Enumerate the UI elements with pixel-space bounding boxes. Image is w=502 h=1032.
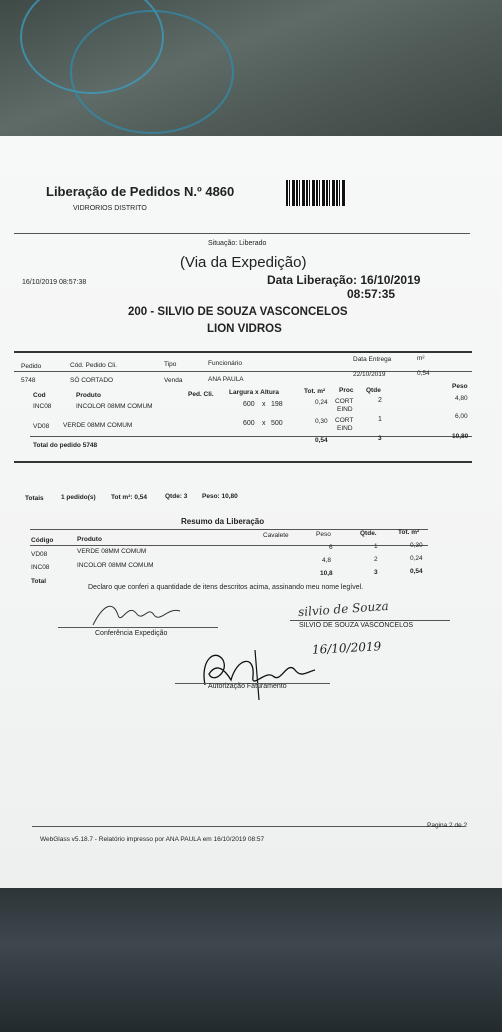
autorizacao-label: Autorização Faturamento	[208, 683, 287, 690]
declaration-text: Declaro que conferi a quantidade de itens descritos acima, assinando meu nome legível.	[88, 584, 364, 591]
summary-title: Resumo da Liberação	[181, 517, 265, 526]
document-page	[0, 136, 502, 888]
item-cod: VD08	[33, 423, 50, 430]
items-col-ped-cli: Ped. Cli.	[188, 391, 214, 398]
order-pedido: 5748	[21, 377, 36, 384]
item-tot-m2: 0,30	[315, 418, 328, 425]
situacao-status: Situação: Liberado	[208, 240, 267, 247]
summary-tot-m2: 0,24	[410, 555, 423, 562]
summary-total-qtde: 3	[374, 569, 378, 576]
autorizacao-signature	[195, 640, 325, 702]
item-produto: INCOLOR 08MM COMUM	[76, 403, 153, 410]
company-name: VIDRORIOS DISTRITO	[73, 205, 147, 212]
summary-produto: VERDE 08MM COMUM	[77, 548, 147, 555]
item-tot-m2: 0,24	[315, 399, 328, 406]
item-peso: 4,80	[455, 395, 468, 402]
print-datetime: 16/10/2019 08:57:38	[22, 279, 87, 286]
summary-total-m2: 0,54	[410, 568, 423, 575]
summary-qtde: 2	[374, 556, 378, 563]
items-col-largura-altura: Largura x Altura	[229, 389, 279, 396]
item-altura: 500	[271, 420, 283, 427]
summary-col-tot-m2: Tot. m²	[398, 529, 420, 536]
data-liberacao-time: 08:57:35	[347, 287, 396, 301]
summary-col-codigo: Código	[31, 537, 54, 544]
order-tipo: Venda	[164, 377, 183, 384]
summary-tot-m2: 0,30	[410, 542, 423, 549]
item-largura: 600	[243, 401, 255, 408]
summary-col-cavalete: Cavalete	[263, 532, 289, 539]
totals-pedidos: 1 pedido(s)	[61, 494, 96, 501]
item-proc: CORT	[335, 398, 354, 405]
client-name: SILVIO DE SOUZA VASCONCELOS	[299, 622, 414, 629]
items-col-proc: Proc	[339, 387, 354, 394]
conferencia-label: Conferência Expedição	[95, 630, 168, 637]
summary-total-label: Total	[31, 578, 47, 585]
col-m2: m²	[417, 355, 425, 362]
signature-line	[58, 627, 218, 628]
order-total-peso: 10,80	[452, 433, 469, 440]
order-total-qtde: 3	[378, 435, 382, 442]
summary-qtde: 1	[374, 543, 378, 550]
signature-line	[290, 620, 450, 621]
summary-col-produto: Produto	[77, 536, 102, 543]
summary-codigo: INC08	[31, 564, 50, 571]
divider	[14, 371, 472, 372]
item-qtde: 2	[378, 397, 382, 404]
order-funcionario: ANA PAULA	[208, 376, 244, 383]
items-col-produto: Produto	[76, 392, 101, 399]
col-pedido: Pedido	[21, 363, 42, 370]
summary-col-qtde: Qtde.	[360, 530, 377, 537]
items-col-tot-m2: Tot. m²	[304, 388, 326, 395]
totals-qtde: Qtde: 3	[165, 493, 188, 500]
item-proc-2: EIND	[337, 406, 353, 413]
divider	[14, 351, 472, 353]
handwritten-date: 16/10/2019	[311, 639, 382, 657]
summary-codigo: VD08	[31, 551, 48, 558]
data-liberacao: Data Liberação: 16/10/2019	[267, 273, 421, 287]
photo-background-bottom	[0, 885, 502, 1032]
item-cod: INC08	[33, 403, 52, 410]
item-peso: 6,00	[455, 413, 468, 420]
client-signature: silvio de Souza	[297, 598, 390, 620]
summary-peso: 4,8	[322, 557, 332, 564]
document-title: Liberação de Pedidos N.º 4860	[46, 184, 235, 199]
totals-peso: Peso: 10,80	[202, 493, 238, 500]
footer-left: WebGlass v5.18.7 - Relatório impresso por ANA PAULA em 16/10/2019 08:57	[40, 836, 265, 843]
client-line: 200 - SILVIO DE SOUZA VASCONCELOS	[128, 306, 348, 318]
summary-peso: 6	[329, 544, 333, 551]
photo-background-top	[0, 0, 502, 140]
item-proc-2: EIND	[337, 425, 353, 432]
order-total-label: Total do pedido 5748	[33, 442, 98, 449]
barcode	[286, 180, 346, 206]
conferencia-signature	[88, 595, 188, 631]
items-col-qtde: Qtde	[366, 387, 381, 394]
item-proc: CORT	[335, 417, 354, 424]
items-col-cod: Cod	[33, 392, 46, 399]
col-data-entrega: Data Entrega	[353, 356, 392, 363]
totals-m2: Tot m²: 0,54	[111, 494, 147, 501]
client-company: LION VIDROS	[207, 323, 282, 335]
divider	[14, 233, 470, 234]
summary-col-peso: Peso	[316, 531, 331, 538]
item-produto: VERDE 08MM COMUM	[63, 422, 133, 429]
col-tipo: Tipo	[164, 361, 177, 368]
order-m2: 0,54	[417, 370, 430, 377]
via-label: (Via da Expedição)	[180, 254, 307, 271]
item-largura: 600	[243, 420, 255, 427]
item-qtde: 1	[378, 416, 382, 423]
col-funcionario: Funcionário	[208, 360, 242, 367]
divider	[30, 545, 428, 546]
order-data-entrega: 22/10/2019	[353, 371, 386, 378]
cable-decoration	[70, 10, 234, 134]
item-altura: 198	[271, 401, 283, 408]
footer-page: Pagina 2 de 2	[427, 822, 468, 829]
divider	[14, 461, 472, 463]
divider	[30, 436, 472, 437]
summary-produto: INCOLOR 08MM COMUM	[77, 562, 154, 569]
totals-label: Totais	[25, 495, 44, 502]
order-cod-pedido-cli: SÓ CORTADO	[70, 377, 114, 384]
col-cod-pedido-cli: Cód. Pedido Cli.	[70, 362, 117, 369]
summary-total-peso: 10,8	[320, 570, 333, 577]
divider	[32, 826, 464, 827]
items-col-peso: Peso	[452, 383, 468, 390]
order-total-m2: 0,54	[315, 437, 328, 444]
